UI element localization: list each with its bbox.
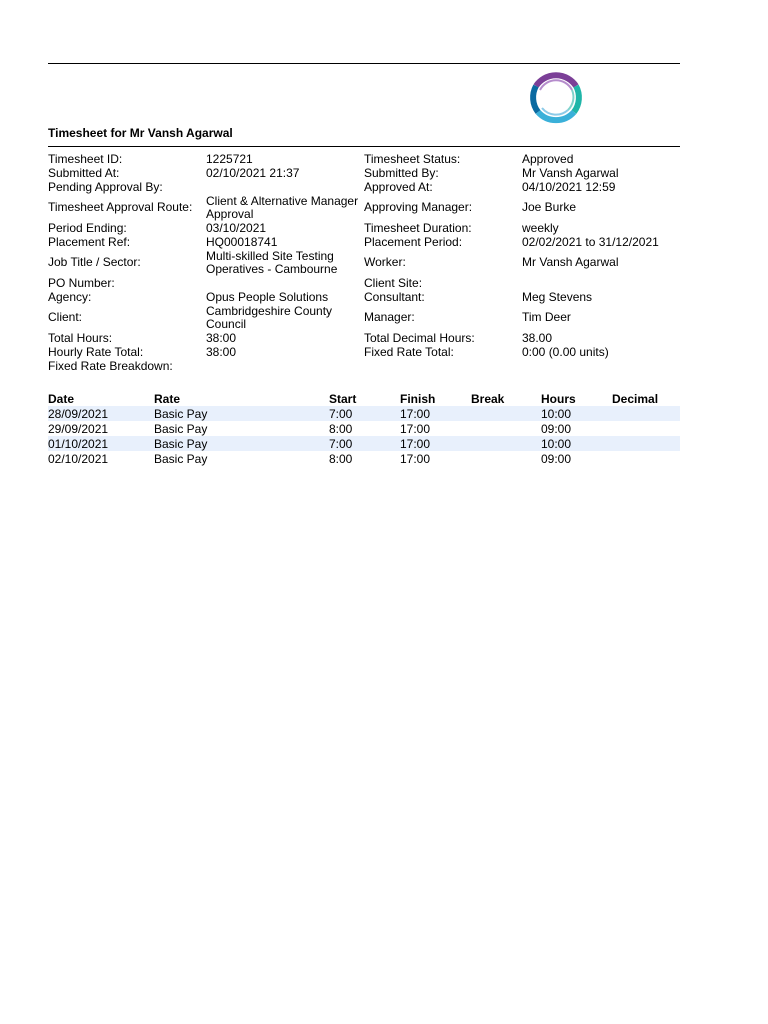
cell-date: 29/09/2021 <box>48 421 109 436</box>
field-value: Mr Vansh Agarwal <box>522 166 619 180</box>
table-row <box>48 436 680 451</box>
cell-rate: Basic Pay <box>154 421 208 436</box>
cell-start: 7:00 <box>329 406 353 421</box>
details-row <box>48 359 680 373</box>
details-row <box>48 304 680 331</box>
field-value: Joe Burke <box>522 201 577 214</box>
field-label: Consultant: <box>364 290 425 304</box>
field-label: Placement Ref: <box>48 235 131 249</box>
field-label: Client: <box>48 311 83 324</box>
cell-date: 28/09/2021 <box>48 406 109 421</box>
column-header-break: Break <box>471 391 505 406</box>
field-value: HQ00018741 <box>206 235 278 249</box>
column-header-finish: Finish <box>400 391 436 406</box>
field-value: Multi-skilled Site Testing Operatives - Cambourne <box>206 249 338 276</box>
field-label: Period Ending: <box>48 221 127 235</box>
cell-date: 02/10/2021 <box>48 451 109 466</box>
cell-finish: 17:00 <box>400 421 431 436</box>
field-label: Hourly Rate Total: <box>48 345 144 359</box>
table-row <box>48 451 680 466</box>
details-row <box>48 235 680 249</box>
field-label: Manager: <box>364 311 415 324</box>
column-header-hours: Hours <box>541 391 576 406</box>
cell-start: 8:00 <box>329 451 353 466</box>
details-row <box>48 249 680 276</box>
field-value: Tim Deer <box>522 311 571 324</box>
field-value: 02/10/2021 21:37 <box>206 166 300 180</box>
field-value: 03/10/2021 <box>206 221 267 235</box>
cell-rate: Basic Pay <box>154 406 208 421</box>
cell-finish: 17:00 <box>400 451 431 466</box>
field-label: Client Site: <box>364 276 423 290</box>
field-label: Pending Approval By: <box>48 180 163 194</box>
field-label: Placement Period: <box>364 235 463 249</box>
cell-rate: Basic Pay <box>154 451 208 466</box>
cell-start: 7:00 <box>329 436 353 451</box>
cell-finish: 17:00 <box>400 406 431 421</box>
field-label: Timesheet Duration: <box>364 221 472 235</box>
field-label: Agency: <box>48 290 92 304</box>
field-value: 1225721 <box>206 152 253 166</box>
field-value: 38:00 <box>206 331 237 345</box>
table-row <box>48 421 680 436</box>
field-value: 38:00 <box>206 345 237 359</box>
details-row <box>48 276 680 290</box>
field-label: Fixed Rate Total: <box>364 345 454 359</box>
details-row <box>48 345 680 359</box>
column-header-rate: Rate <box>154 391 181 406</box>
field-value: weekly <box>522 221 559 235</box>
cell-date: 01/10/2021 <box>48 436 109 451</box>
field-label: Submitted At: <box>48 166 120 180</box>
field-label: Fixed Rate Breakdown: <box>48 359 173 373</box>
field-label: Timesheet Status: <box>364 152 461 166</box>
timesheet-details <box>48 152 680 373</box>
column-header-start: Start <box>329 391 357 406</box>
details-row <box>48 290 680 304</box>
details-row <box>48 331 680 345</box>
table-row <box>48 406 680 421</box>
details-row <box>48 194 680 221</box>
field-value: Opus People Solutions <box>206 290 329 304</box>
field-value: Cambridgeshire County Council <box>206 304 333 331</box>
table-header-row <box>48 391 680 406</box>
ring-logo-icon <box>524 68 588 128</box>
cell-start: 8:00 <box>329 421 353 436</box>
field-label: PO Number: <box>48 276 115 290</box>
title-rule <box>48 146 680 147</box>
details-row <box>48 180 680 194</box>
field-value: Mr Vansh Agarwal <box>522 256 619 269</box>
field-label: Job Title / Sector: <box>48 256 141 269</box>
field-label: Worker: <box>364 256 406 269</box>
details-row <box>48 221 680 235</box>
field-value: 02/02/2021 to 31/12/2021 <box>522 235 659 249</box>
column-header-decimal: Decimal <box>612 391 659 406</box>
field-value: Meg Stevens <box>522 290 593 304</box>
cell-hours: 10:00 <box>541 436 572 451</box>
cell-hours: 09:00 <box>541 421 572 436</box>
top-rule <box>48 63 680 64</box>
field-label: Total Decimal Hours: <box>364 331 475 345</box>
field-value: 0:00 (0.00 units) <box>522 345 609 359</box>
field-value: 38.00 <box>522 331 553 345</box>
details-row <box>48 166 680 180</box>
field-label: Approved At: <box>364 180 433 194</box>
cell-hours: 10:00 <box>541 406 572 421</box>
hours-table <box>48 391 680 466</box>
field-label: Total Hours: <box>48 331 113 345</box>
field-label: Timesheet ID: <box>48 152 123 166</box>
cell-hours: 09:00 <box>541 451 572 466</box>
field-label: Approving Manager: <box>364 201 473 214</box>
cell-finish: 17:00 <box>400 436 431 451</box>
field-label: Submitted By: <box>364 166 439 180</box>
field-label: Timesheet Approval Route: <box>48 201 193 214</box>
details-row <box>48 152 680 166</box>
field-value: 04/10/2021 12:59 <box>522 180 616 194</box>
document-title: Timesheet for Mr Vansh Agarwal <box>48 126 233 140</box>
field-value: Client & Alternative Manager Approval <box>206 194 359 221</box>
cell-rate: Basic Pay <box>154 436 208 451</box>
field-value: Approved <box>522 152 574 166</box>
column-header-date: Date <box>48 391 75 406</box>
